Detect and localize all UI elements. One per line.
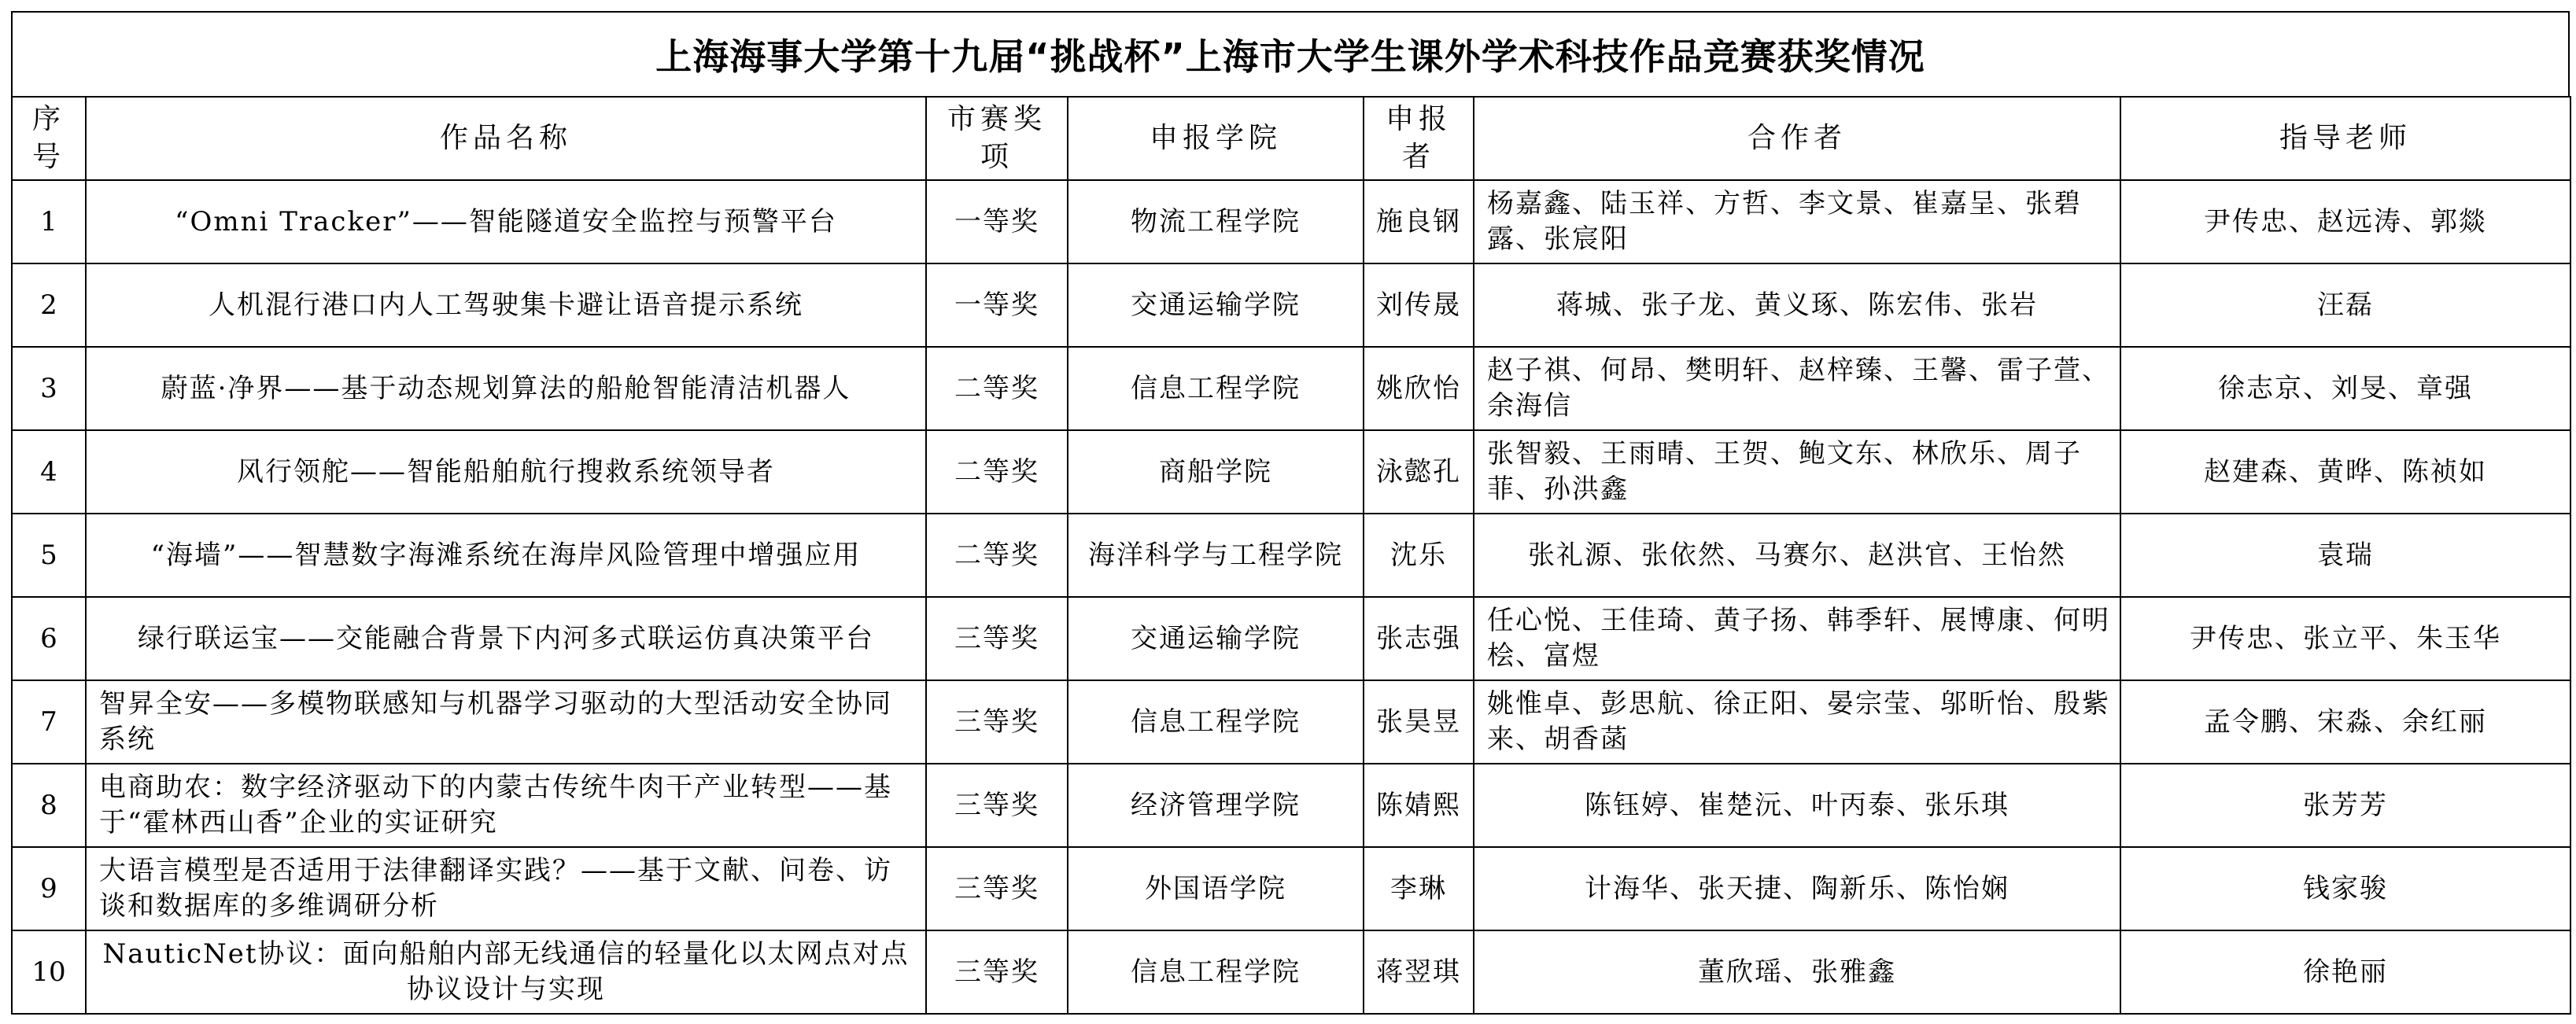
- cell-applicant: 张昊昱: [1364, 680, 1474, 764]
- cell-collaborators: 张礼源、张依然、马赛尔、赵洪官、王怡然: [1474, 514, 2120, 597]
- cell-collaborators: 董欣瑶、张雅鑫: [1474, 930, 2120, 1014]
- cell-advisors: 钱家骏: [2120, 847, 2570, 930]
- cell-award: 二等奖: [926, 514, 1068, 597]
- cell-applicant: 施良钢: [1364, 180, 1474, 263]
- cell-college: 交通运输学院: [1068, 263, 1364, 347]
- cell-collaborators: 任心悦、王佳琦、黄子扬、韩季轩、展博康、何明桧、富煜: [1474, 597, 2120, 680]
- cell-work-name: 电商助农：数字经济驱动下的内蒙古传统牛肉干产业转型——基于“霍林西山香”企业的实证研究: [86, 764, 926, 847]
- cell-collaborators: 蒋城、张子龙、黄义琢、陈宏伟、张岩: [1474, 263, 2120, 347]
- cell-advisors: 孟令鹏、宋淼、余红丽: [2120, 680, 2570, 764]
- cell-work-name: 人机混行港口内人工驾驶集卡避让语音提示系统: [86, 263, 926, 347]
- cell-advisors: 徐志京、刘旻、章强: [2120, 347, 2570, 430]
- cell-college: 物流工程学院: [1068, 180, 1364, 263]
- cell-index: 8: [12, 764, 86, 847]
- cell-index: 4: [12, 430, 86, 514]
- cell-index: 1: [12, 180, 86, 263]
- cell-advisors: 张芳芳: [2120, 764, 2570, 847]
- cell-work-name: “Omni Tracker”——智能隧道安全监控与预警平台: [86, 180, 926, 263]
- awards-table: [11, 96, 2571, 1015]
- cell-advisors: 尹传忠、赵远涛、郭燚: [2120, 180, 2570, 263]
- cell-award: 三等奖: [926, 764, 1068, 847]
- cell-work-name: 蔚蓝·净界——基于动态规划算法的船舱智能清洁机器人: [86, 347, 926, 430]
- header-award: 市赛奖项: [926, 97, 1068, 180]
- cell-award: 二等奖: [926, 430, 1068, 514]
- cell-applicant: 李琳: [1364, 847, 1474, 930]
- table-row: [12, 597, 2570, 680]
- table-row: [12, 263, 2570, 347]
- page-title: 上海海事大学第十九届“挑战杯”上海市大学生课外学术科技作品竞赛获奖情况: [11, 11, 2570, 96]
- cell-award: 二等奖: [926, 347, 1068, 430]
- cell-college: 交通运输学院: [1068, 597, 1364, 680]
- table-header-row: [12, 97, 2570, 180]
- cell-award: 三等奖: [926, 930, 1068, 1014]
- cell-college: 商船学院: [1068, 430, 1364, 514]
- cell-college: 信息工程学院: [1068, 930, 1364, 1014]
- cell-applicant: 沈乐: [1364, 514, 1474, 597]
- table-row: [12, 764, 2570, 847]
- cell-advisors: 赵建森、黄晔、陈祯如: [2120, 430, 2570, 514]
- cell-award: 三等奖: [926, 597, 1068, 680]
- table-row: [12, 180, 2570, 263]
- table-row: [12, 347, 2570, 430]
- cell-index: 6: [12, 597, 86, 680]
- cell-index: 10: [12, 930, 86, 1014]
- cell-work-name: 风行领舵——智能船舶航行搜救系统领导者: [86, 430, 926, 514]
- cell-college: 信息工程学院: [1068, 680, 1364, 764]
- cell-index: 5: [12, 514, 86, 597]
- table-row: [12, 847, 2570, 930]
- header-index: 序号: [12, 97, 86, 180]
- table-row: [12, 930, 2570, 1014]
- cell-award: 三等奖: [926, 847, 1068, 930]
- cell-index: 3: [12, 347, 86, 430]
- cell-award: 一等奖: [926, 180, 1068, 263]
- cell-advisors: 徐艳丽: [2120, 930, 2570, 1014]
- cell-collaborators: 陈钰婷、崔楚沅、叶丙泰、张乐琪: [1474, 764, 2120, 847]
- cell-college: 海洋科学与工程学院: [1068, 514, 1364, 597]
- cell-work-name: 绿行联运宝——交能融合背景下内河多式联运仿真决策平台: [86, 597, 926, 680]
- cell-collaborators: 张智毅、王雨晴、王贺、鲍文东、林欣乐、周子菲、孙洪鑫: [1474, 430, 2120, 514]
- cell-collaborators: 杨嘉鑫、陆玉祥、方哲、李文景、崔嘉呈、张碧露、张宸阳: [1474, 180, 2120, 263]
- table-row: [12, 514, 2570, 597]
- cell-work-name: 大语言模型是否适用于法律翻译实践？——基于文献、问卷、访谈和数据库的多维调研分析: [86, 847, 926, 930]
- header-applicant: 申报者: [1364, 97, 1474, 180]
- cell-college: 经济管理学院: [1068, 764, 1364, 847]
- cell-advisors: 尹传忠、张立平、朱玉华: [2120, 597, 2570, 680]
- header-college: 申报学院: [1068, 97, 1364, 180]
- cell-college: 信息工程学院: [1068, 347, 1364, 430]
- cell-applicant: 蒋翌琪: [1364, 930, 1474, 1014]
- cell-advisors: 汪磊: [2120, 263, 2570, 347]
- header-advisors: 指导老师: [2120, 97, 2570, 180]
- cell-work-name: “海墙”——智慧数字海滩系统在海岸风险管理中增强应用: [86, 514, 926, 597]
- table-row: [12, 430, 2570, 514]
- cell-award: 一等奖: [926, 263, 1068, 347]
- cell-work-name: 智昇全安——多模物联感知与机器学习驱动的大型活动安全协同系统: [86, 680, 926, 764]
- cell-applicant: 泳懿孔: [1364, 430, 1474, 514]
- cell-index: 2: [12, 263, 86, 347]
- award-sheet: [11, 11, 2570, 1016]
- header-collaborators: 合作者: [1474, 97, 2120, 180]
- table-row: [12, 680, 2570, 764]
- cell-collaborators: 姚惟卓、彭思航、徐正阳、晏宗莹、邬昕怡、殷紫来、胡香菡: [1474, 680, 2120, 764]
- cell-applicant: 张志强: [1364, 597, 1474, 680]
- cell-collaborators: 赵子祺、何昂、樊明轩、赵梓臻、王馨、雷子萱、余海信: [1474, 347, 2120, 430]
- cell-applicant: 刘传晟: [1364, 263, 1474, 347]
- cell-advisors: 袁瑞: [2120, 514, 2570, 597]
- cell-index: 7: [12, 680, 86, 764]
- cell-applicant: 陈婧熙: [1364, 764, 1474, 847]
- cell-award: 三等奖: [926, 680, 1068, 764]
- cell-work-name: NauticNet协议：面向船舶内部无线通信的轻量化以太网点对点协议设计与实现: [86, 930, 926, 1014]
- cell-index: 9: [12, 847, 86, 930]
- cell-collaborators: 计海华、张天捷、陶新乐、陈怡娴: [1474, 847, 2120, 930]
- header-work-name: 作品名称: [86, 97, 926, 180]
- cell-college: 外国语学院: [1068, 847, 1364, 930]
- cell-applicant: 姚欣怡: [1364, 347, 1474, 430]
